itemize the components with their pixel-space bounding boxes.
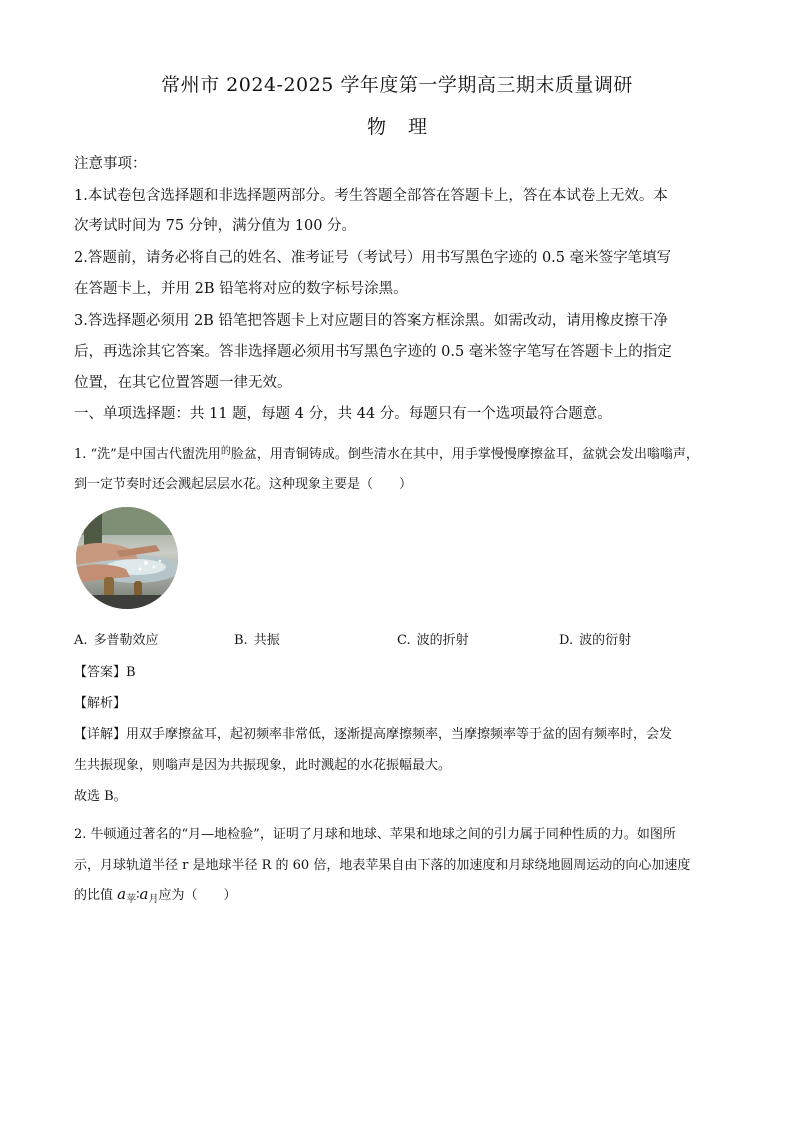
q1-stem-part-1: 1. “洗”是中国古代盥洗用 [74,447,221,462]
q1-stem-superscript: 的 [220,446,231,457]
page-title: 常州市 2024-2025 学年度第一学期高三期末质量调研 [161,74,633,96]
q1-option-a[interactable] [74,629,159,648]
option-key: A. [74,633,88,648]
option-text: 多普勒效应 [93,633,159,648]
notice-line-4: 在答题卡上，并用 2B 铅笔将对应的数字标号涂黑。 [74,281,408,297]
option-key: B. [234,633,248,648]
q1-options [74,629,722,649]
notice-line-5: 3.答选择题必须用 2B 铅笔把答题卡上对应题目的答案方框涂黑。如需改动，请用橡皮擦干净 [74,313,668,329]
notice-line-1: 1.本试卷包含选择题和非选择题两部分。考生答题全部答在答题卡上，答在本试卷上无效。本 [74,188,668,204]
option-text: 波的折射 [416,633,469,648]
notice-line-3: 2.答题前，请务必将自己的姓名、准考证号（考试号）用书写黑色字迹的 0.5 毫米签字笔填写 [74,250,672,266]
q1-option-b[interactable] [234,629,280,648]
option-text: 波的衍射 [579,633,632,648]
q1-option-c[interactable] [397,629,469,648]
notice-line-2: 次考试时间为 75 分钟，满分值为 100 分。 [74,218,357,234]
q2-stem-line-3 [74,884,722,905]
notice-heading: 注意事项： [74,156,147,172]
q2-stem-line-2: 示，月球轨道半径 r 是地球半径 R 的 60 倍，地表苹果自由下落的加速度和月球绕地圆周运动的向心加速度 [74,858,691,873]
option-text: 共振 [253,633,280,648]
section-heading: 一、单项选择题：共 11 题，每题 4 分，共 44 分。每题只有一个选项最符合题意。 [74,406,612,422]
accel-symbol-apple: a [117,885,127,903]
ratio-formula [117,885,159,905]
bronze-basin-illustration [76,507,178,609]
notice-line-6: 后，再选涂其它答案。答非选择题必须用书写黑色字迹的 0.5 毫米签字笔写在答题卡上的指定 [74,344,672,360]
q2-stem-line-1: 2. 牛顿通过著名的“月—地检验”，证明了月球和地球、苹果和地球之间的引力属于同种性质的力。如图所 [74,827,676,842]
option-key: D. [559,633,574,648]
notice-line-7: 位置，在其它位置答题一律无效。 [74,375,292,391]
q1-stem-part-2: 脸盆，用青铜铸成。倒些清水在其中，用手掌慢慢摩擦盆耳，盆就会发出嗡嗡声， [230,447,699,462]
q2-line3-suffix: 应为（ ） [158,888,237,903]
q1-analysis-label: 【解析】 [74,696,127,711]
subscript-moon: 月 [148,894,159,905]
q2-line3-prefix: 的比值 [74,888,114,903]
subject-title: 物理 [366,116,449,138]
q1-stem-line-2: 到一定节奏时还会溅起层层水花。这种现象主要是（ ） [74,477,413,492]
q1-stem-line-1 [74,442,722,462]
accel-symbol-moon: a [139,885,149,903]
q1-conclusion: 故选 B。 [74,789,127,804]
q1-detail-line-1: 【详解】用双手摩擦盆耳，起初频率非常低，逐渐提高摩擦频率，当摩擦频率等于盆的固有频率时，会发 [74,727,673,742]
q1-answer: 【答案】B [74,665,136,680]
q1-option-d[interactable] [559,629,631,648]
ratio-colon: ∶ [136,888,140,903]
bronze-basin-photo [76,507,178,609]
option-key: C. [397,633,411,648]
subscript-apple: 苹 [126,894,137,905]
q1-detail-line-2: 生共振现象，则嗡声是因为共振现象，此时溅起的水花振幅最大。 [74,758,452,773]
